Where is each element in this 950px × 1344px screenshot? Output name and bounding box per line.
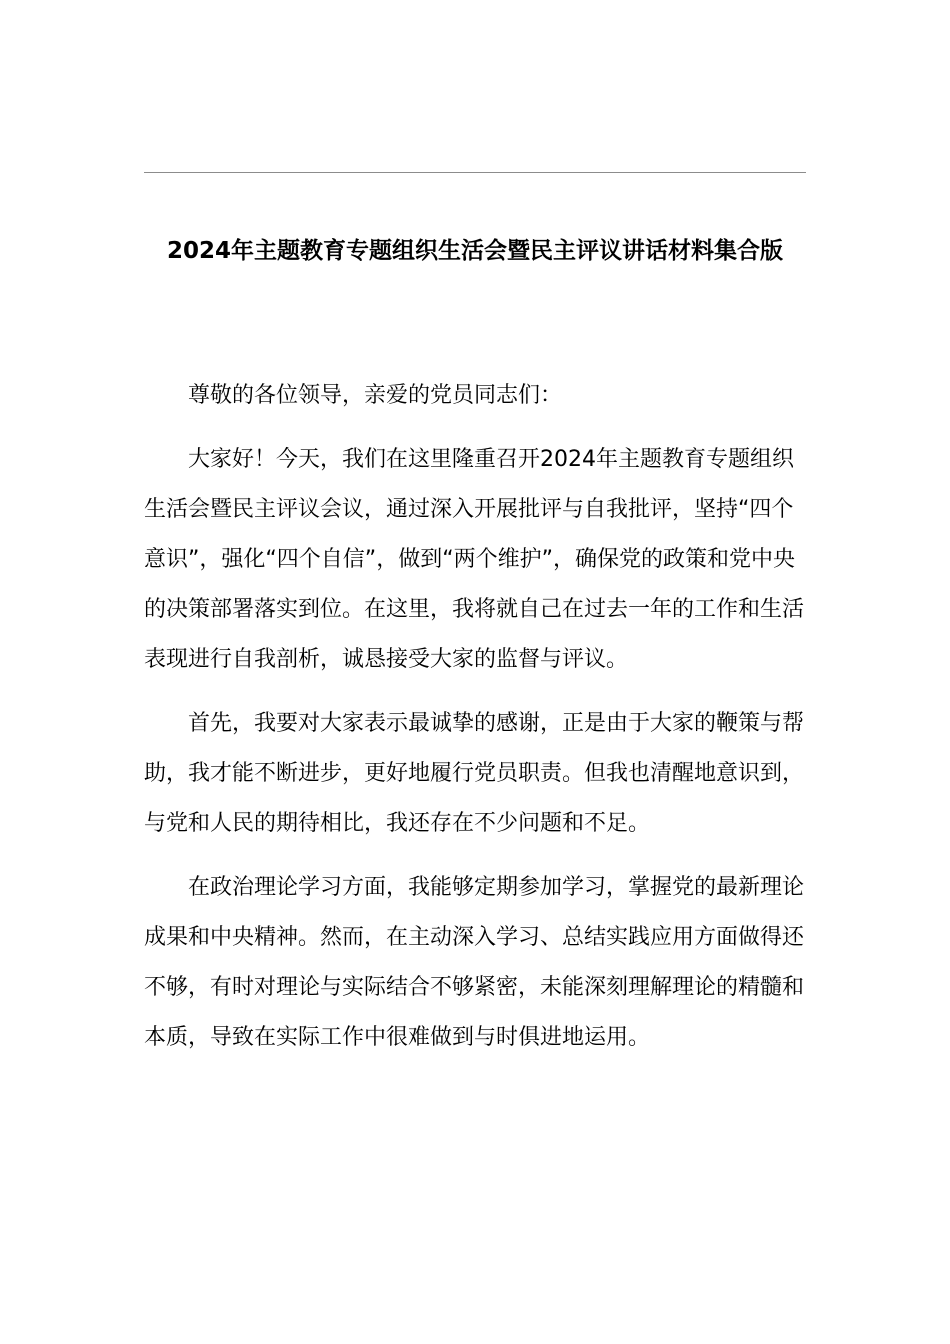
document-title: 2024年主题教育专题组织生活会暨民主评议讲话材料集合版 — [166, 238, 783, 264]
body-paragraph: 在政治理论学习方面，我能够定期参加学习，掌握党的最新理论成果和中央精神。然而，在主动深入学习、总结实践应用方面做得还不够，有时对理论与实际结合不够紧密，未能深刻理解理论的精髓和本质，导致在实际工作中很难做到与时俱进地运用。 — [144, 875, 805, 1050]
salutation-paragraph: 尊敬的各位领导，亲爱的党员同志们： — [188, 383, 563, 408]
header-divider — [144, 172, 806, 173]
document-body — [144, 371, 808, 1077]
body-paragraph: 首先，我要对大家表示最诚挚的感谢，正是由于大家的鞭策与帮助，我才能不断进步，更好地履行党员职责。但我也清醒地意识到，与党和人民的期待相比，我还存在不少问题和不足。 — [144, 711, 805, 836]
body-paragraph: 大家好！今天，我们在这里隆重召开2024年主题教育专题组织生活会暨民主评议会议，通过深入开展批评与自我批评，坚持“四个意识”，强化“四个自信”，做到“两个维护”，确保党的政策和党中央的决策部署落实到位。在这里，我将就自己在过去一年的工作和生活表现进行自我剖析，诚恳接受大家的监督与评议。 — [144, 447, 805, 672]
